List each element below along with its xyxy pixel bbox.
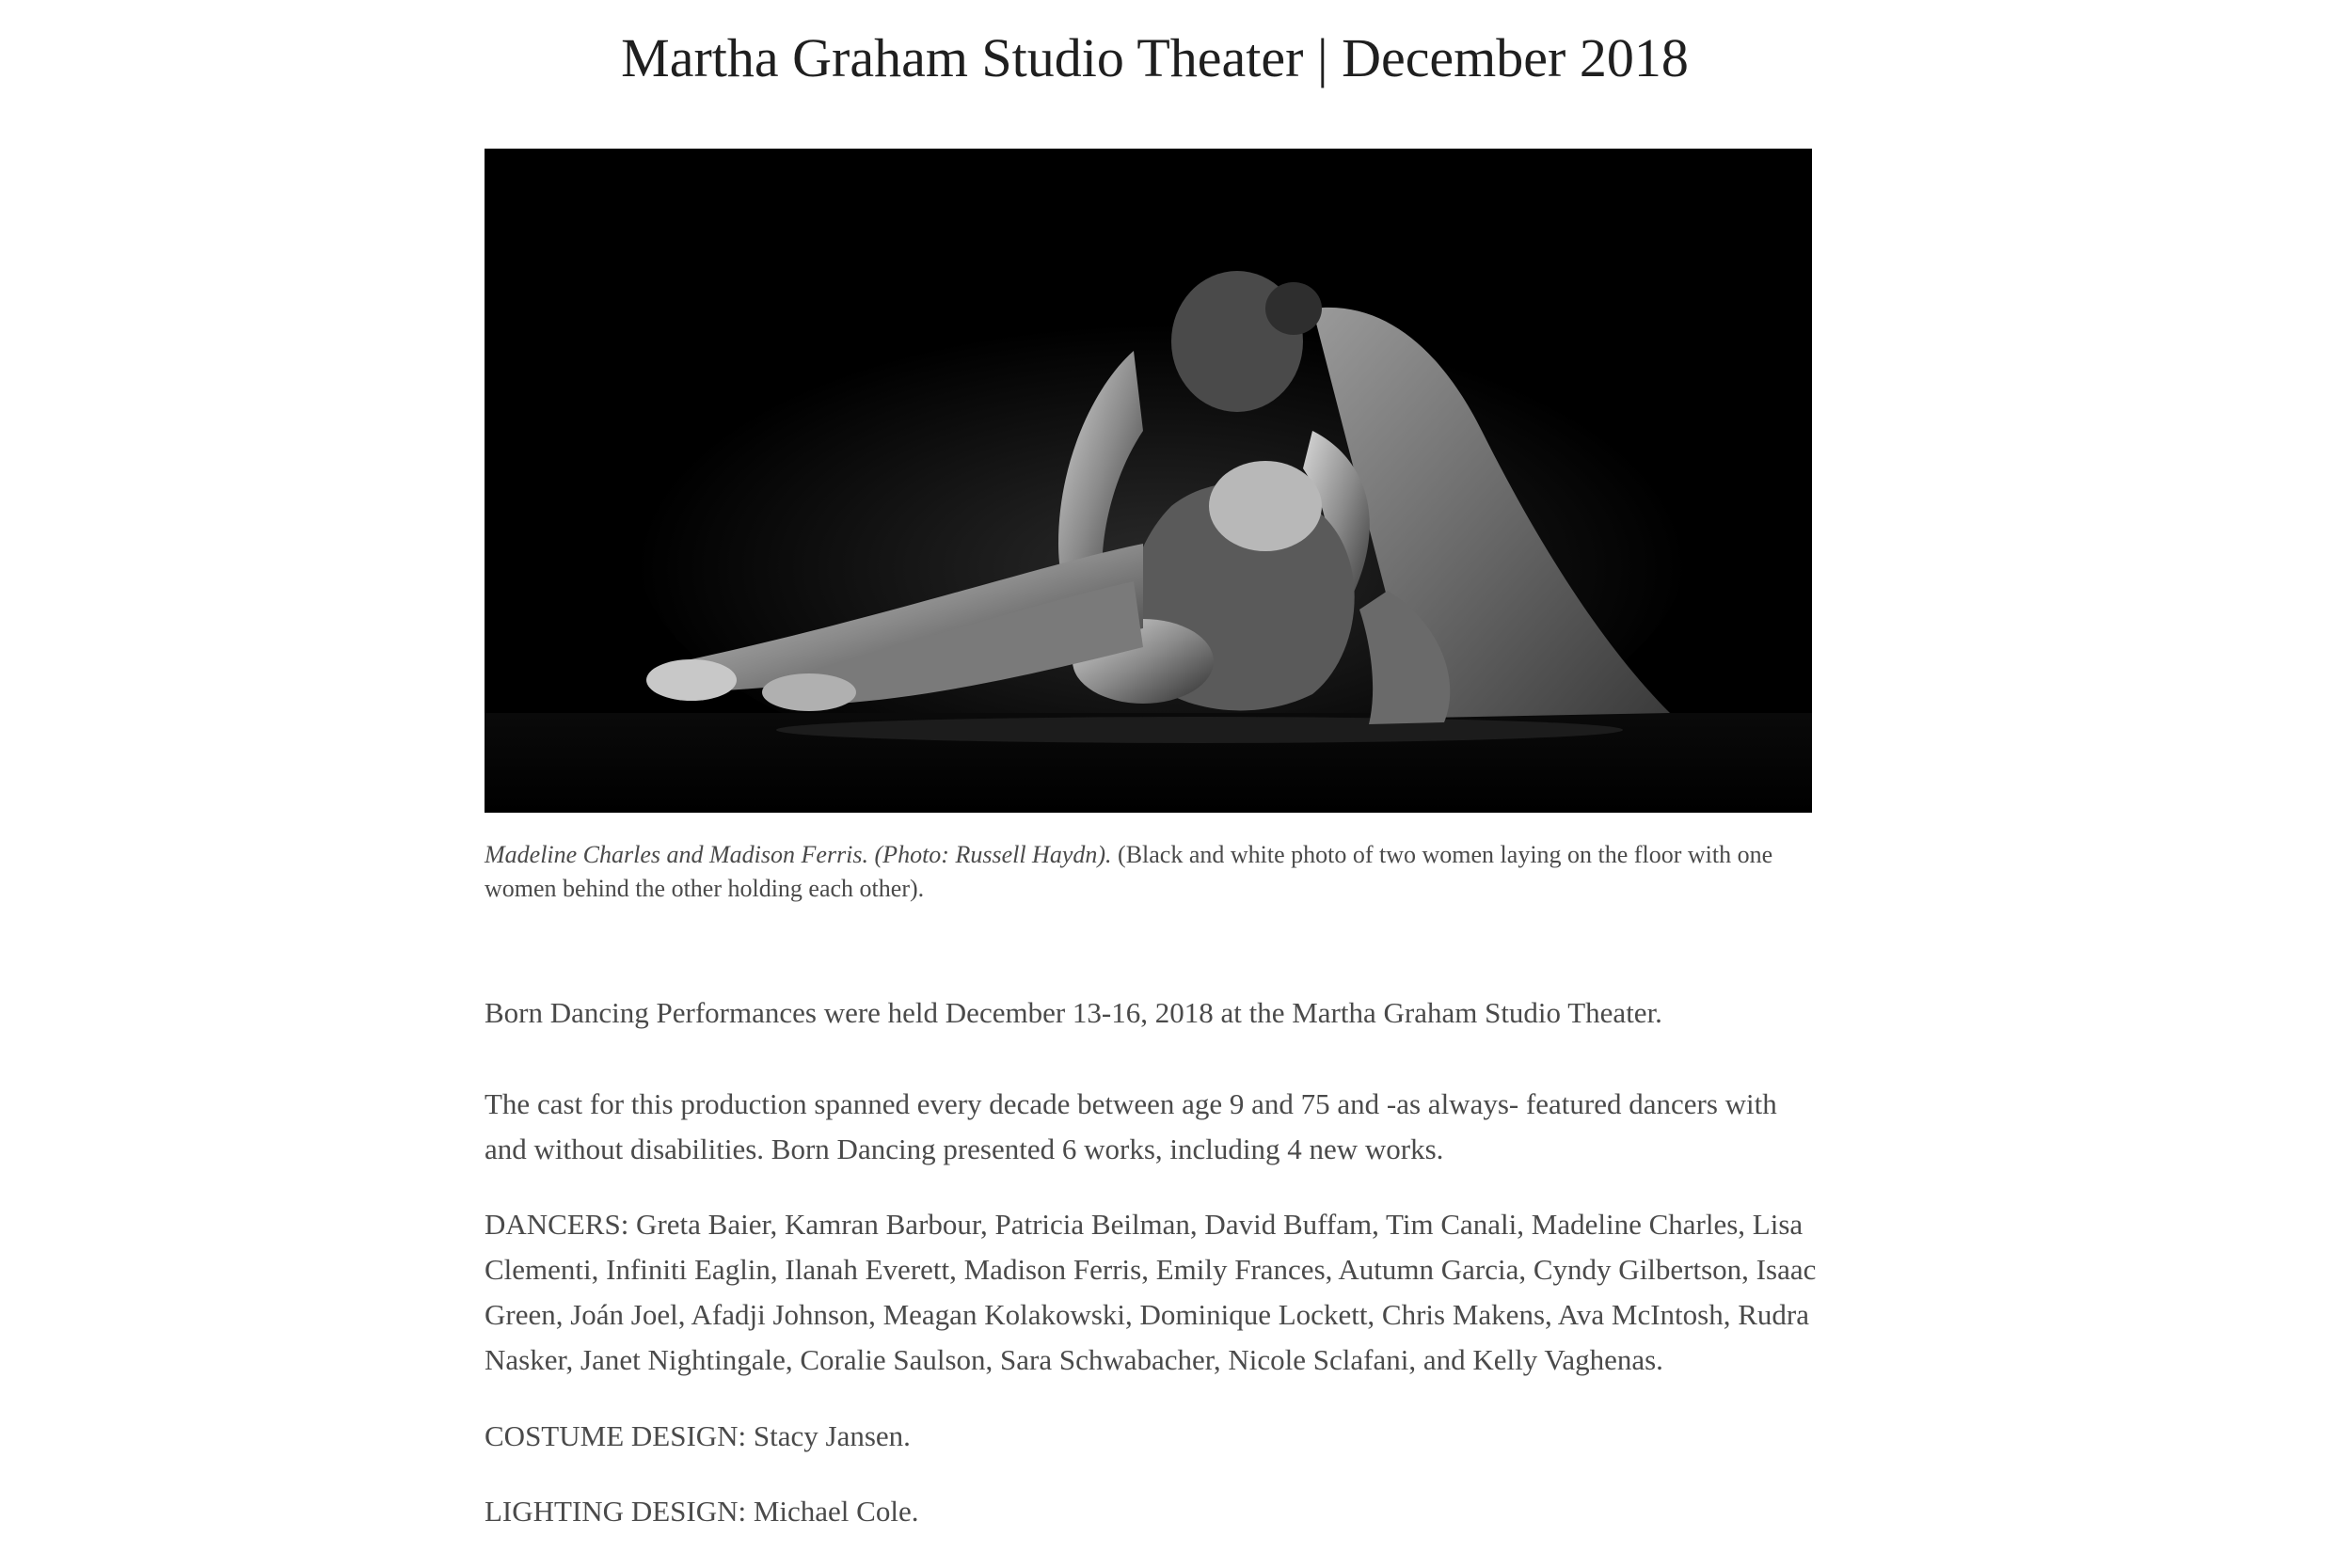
costume-design-paragraph: COSTUME DESIGN: Stacy Jansen. — [485, 1419, 911, 1452]
photo-description: (Black and white photo of two women laying on the floor with one women behind the other holding each other). — [485, 841, 1773, 902]
dancers-photo — [485, 149, 1812, 813]
photo-credit: Madeline Charles and Madison Ferris. (Photo: Russell Haydn). — [485, 841, 1112, 868]
photo-caption — [485, 838, 1820, 906]
lighting-design-paragraph: LIGHTING DESIGN: Michael Cole. — [485, 1495, 919, 1528]
performances-paragraph: Born Dancing Performances were held December 13-16, 2018 at the Martha Graham Studio Theater. — [485, 996, 1662, 1029]
dancers-paragraph: DANCERS: Greta Baier, Kamran Barbour, Patricia Beilman, David Buffam, Tim Canali, Madeline Charles, Lisa Clementi, Infiniti Eaglin, Ilanah Everett, Madison Ferris, Emily Frances, Autumn Garcia, Cyndy Gilbertson, Isaac Green, Joán Joel, Afadji Johnson, Meagan Kolakowski, Dominique Lockett, Chris Makens, Ava McIntosh, Rudra Nasker, Janet Nightingale, Coralie Saulson, Sara Schwabacher, Nicole Sclafani, and Kelly Vaghenas. — [485, 1208, 1817, 1376]
cast-paragraph: The cast for this production spanned every decade between age 9 and 75 and -as always- featured dancers with and without disabilities. Born Dancing presented 6 works, including 4 new works. — [485, 1087, 1777, 1165]
page-title: Martha Graham Studio Theater | December 2018 — [621, 27, 1689, 88]
